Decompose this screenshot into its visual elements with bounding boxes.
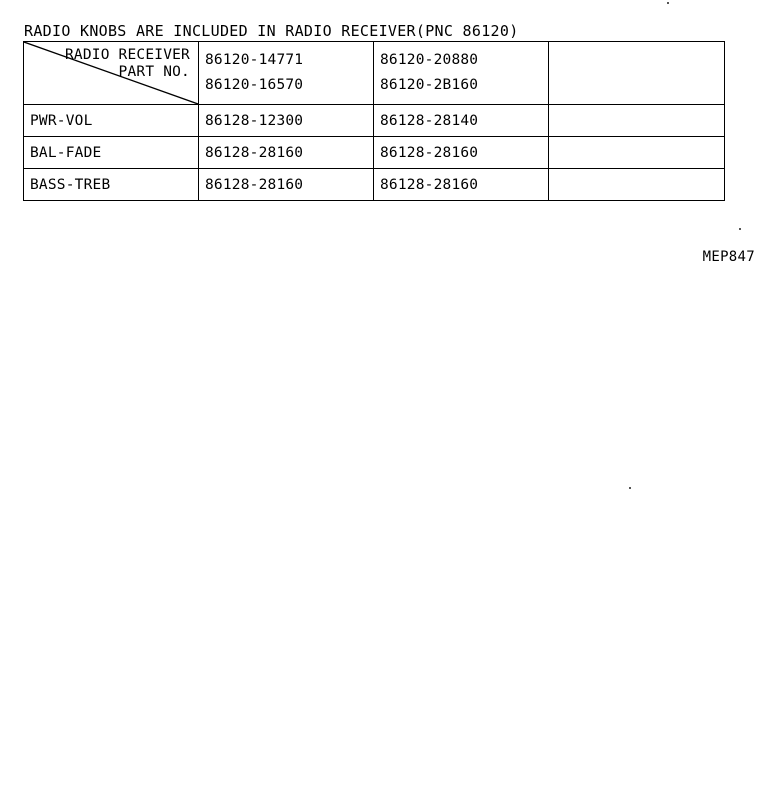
knob-part-no — [549, 169, 725, 201]
receiver-part-no: 86120-20880 — [380, 52, 479, 68]
figure-code: MEP847 — [702, 249, 755, 265]
knob-label: BASS-TREB — [24, 169, 199, 201]
table-row — [24, 105, 725, 137]
knob-part-no: 86128-28160 — [374, 169, 549, 201]
receiver-column-3 — [549, 42, 725, 105]
radio-knob-parts-table — [23, 41, 725, 201]
table-row — [24, 169, 725, 201]
knob-part-no — [549, 137, 725, 169]
knob-part-no: 86128-12300 — [199, 105, 374, 137]
receiver-column-1 — [199, 42, 374, 105]
table-title: RADIO KNOBS ARE INCLUDED IN RADIO RECEIVER(PNC 86120) — [24, 22, 519, 40]
header-label — [65, 47, 190, 81]
table-row — [24, 137, 725, 169]
scan-speck — [667, 2, 669, 4]
knob-label: PWR-VOL — [24, 105, 199, 137]
receiver-part-no: 86120-14771 — [205, 52, 304, 68]
header-label-line1: RADIO RECEIVER — [64, 47, 190, 63]
knob-label: BAL-FADE — [24, 137, 199, 169]
table-header-row — [24, 42, 725, 105]
receiver-part-no: 86120-2B160 — [380, 77, 479, 93]
scan-speck — [739, 228, 741, 230]
knob-part-no: 86128-28160 — [199, 137, 374, 169]
diagonal-header-cell — [24, 42, 199, 105]
knob-part-no — [549, 105, 725, 137]
knob-part-no: 86128-28160 — [199, 169, 374, 201]
knob-part-no: 86128-28160 — [374, 137, 549, 169]
receiver-column-2 — [374, 42, 549, 105]
header-label-line2: PART NO. — [118, 64, 190, 80]
scan-speck — [629, 487, 631, 489]
knob-part-no: 86128-28140 — [374, 105, 549, 137]
receiver-part-no: 86120-16570 — [205, 77, 304, 93]
